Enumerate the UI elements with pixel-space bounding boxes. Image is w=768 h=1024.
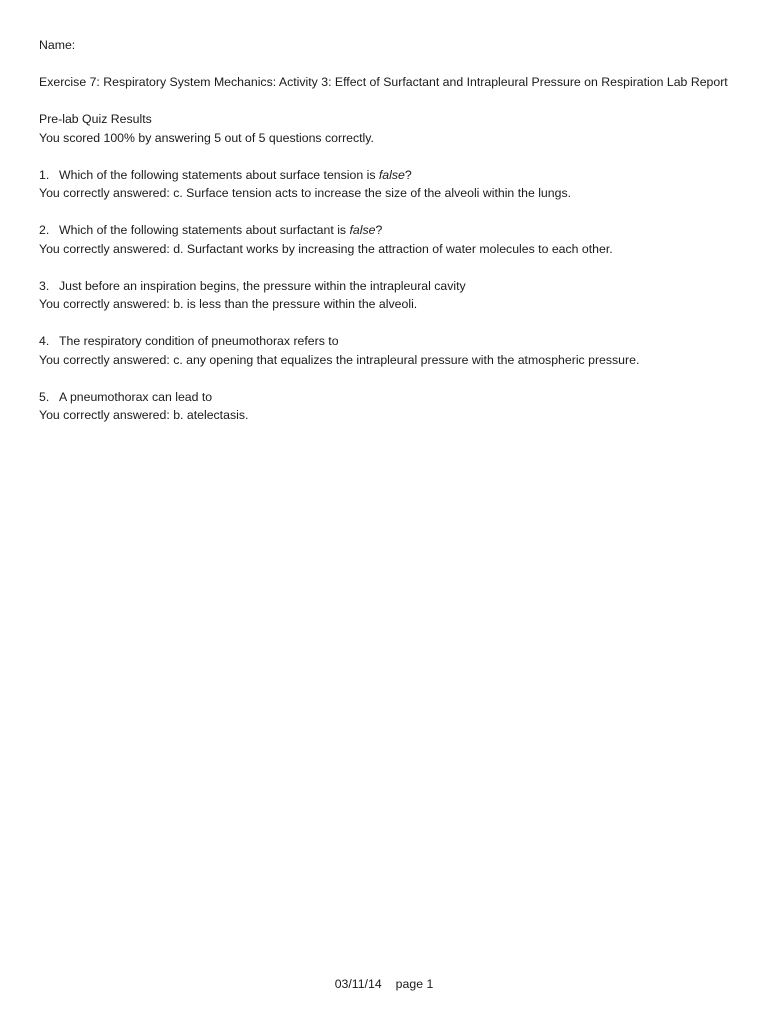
- question-text: [39, 332, 729, 351]
- question-item: [39, 277, 729, 314]
- question-item: [39, 388, 729, 425]
- answer-text: You correctly answered: d. Surfactant works by increasing the attraction of water molecules to each other.: [39, 241, 613, 256]
- name-label: Name:: [39, 38, 76, 52]
- question-text-before: Which of the following statements about surface tension is: [59, 167, 379, 182]
- question-text-before: The respiratory condition of pneumothorax refers to: [59, 334, 339, 348]
- question-item: [39, 221, 729, 258]
- question-list: [39, 147, 729, 425]
- document-page: [39, 36, 729, 425]
- question-text: [39, 166, 729, 185]
- page-footer: [0, 975, 768, 994]
- question-text: [39, 277, 729, 296]
- footer-page-number: page 1: [395, 977, 434, 991]
- answer-text: You correctly answered: c. Surface tension acts to increase the size of the alveoli within the lungs.: [39, 186, 572, 200]
- answer-text: You correctly answered: b. is less than the pressure within the alveoli.: [39, 297, 418, 311]
- question-emphasis: false: [378, 167, 405, 182]
- question-number: 3.: [39, 278, 50, 293]
- question-text-after: ?: [404, 167, 412, 182]
- question-number: 4.: [39, 334, 50, 348]
- question-number: 5.: [39, 389, 50, 404]
- quiz-score: You scored 100% by answering 5 out of 5 questions correctly.: [39, 130, 374, 145]
- quiz-heading: Pre-lab Quiz Results: [39, 112, 152, 126]
- question-text: [39, 388, 729, 407]
- answer-text: You correctly answered: b. atelectasis.: [39, 408, 249, 422]
- answer-text: You correctly answered: c. any opening that equalizes the intrapleural pressure with the atmospheric pressure.: [39, 352, 640, 367]
- question-item: [39, 166, 729, 203]
- question-item: [39, 332, 729, 369]
- question-text: [39, 221, 729, 240]
- question-text-before: Which of the following statements about surfactant is: [59, 223, 350, 237]
- question-text-before: Just before an inspiration begins, the pressure within the intrapleural cavity: [59, 278, 466, 293]
- footer-date: 03/11/14: [334, 977, 382, 991]
- question-number: 1.: [39, 167, 50, 182]
- question-text-after: ?: [375, 223, 383, 237]
- question-number: 2.: [39, 223, 50, 237]
- document-title: Exercise 7: Respiratory System Mechanics: Activity 3: Effect of Surfactant and Intrapleural Pressure on Respiration Lab Report: [39, 75, 728, 89]
- question-text-before: A pneumothorax can lead to: [59, 389, 213, 404]
- question-emphasis: false: [349, 223, 376, 237]
